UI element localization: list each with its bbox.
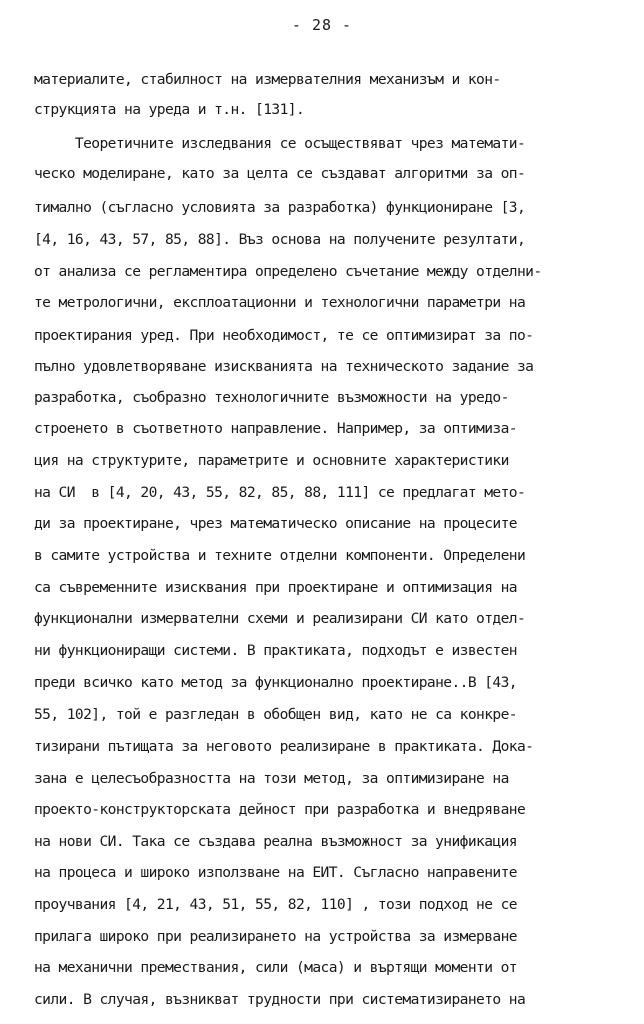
text-line: ни функциониращи системи. В практиката, подходът е известен (34, 642, 517, 659)
text-line: тимално (съгласно условията за разработка) функциониране [3, (34, 199, 526, 216)
text-line: сили. В случая, възникват трудности при систематизирането на (34, 991, 526, 1008)
text-line: проектирания уред. При необходимост, те се оптимизират за пo- (34, 327, 534, 344)
text-line: пълно удовлетворяване изискванията на техническото задание за (34, 358, 534, 375)
text-line: материалите, стабилност на измервателния механизъм и кон- (34, 71, 501, 88)
text-line: прилага широко при реализирането на устройства за измерване (34, 928, 517, 945)
text-line: на СИ в [4, 20, 43, 55, 82, 85, 88, 111] се предлагат мето- (34, 484, 526, 501)
text-line: тизирани пътищата за неговото реализиране в практиката. Дока- (34, 738, 534, 755)
text-line: ция на структурите, параметрите и основните характеристики (34, 452, 509, 469)
text-line: в самите устройства и техните отделни компоненти. Определени (34, 547, 526, 564)
text-line: преди всичко като метод за функционално проектиране..В [43, (34, 674, 517, 691)
text-line: те метрологични, експлоатационни и технологични параметри на (34, 294, 526, 311)
text-line: струкцията на уреда и т.н. [131]. (34, 101, 305, 118)
text-line: са съвременните изисквания при проектиране и оптимизация на (34, 579, 517, 596)
text-line: строенето в съответното направление. Например, за оптимиза- (34, 420, 517, 437)
text-line: 55, 102], той е разгледан в обобщен вид, като не са конкре- (34, 706, 517, 723)
text-line: разработка, съобразно технологичните възможности на уредо- (34, 389, 509, 406)
text-line: ди за проектиране, чрез математическо описание на процесите (34, 515, 517, 532)
text-line: функционални измервателни схеми и реализирани СИ като отдел- (34, 610, 526, 627)
text-line: на процеса и широко използване на ЕИТ. Съгласно направените (34, 864, 517, 881)
text-line: на механични премествания, сили (маса) и въртящи моменти от (34, 959, 517, 976)
text-line: от анализа се регламентира определено съчетание между отделни- (34, 263, 542, 280)
text-line: Теоретичните изследвания се осъществяват чрез математи- (34, 135, 526, 152)
text-line: проекто-конструкторската дейност при разработка и внедряване (34, 801, 526, 818)
text-line: проучвания [4, 21, 43, 51, 55, 82, 110] , този подход не се (34, 896, 517, 913)
text-line: зана е целесъобразността на този метод, за оптимизиране на (34, 770, 509, 787)
text-line: ческо моделиране, като за целта се създават алгоритми за оп- (34, 165, 526, 182)
page-number: - 28 - (291, 16, 353, 34)
text-line: [4, 16, 43, 57, 85, 88]. Въз основа на получените резултати, (34, 231, 526, 248)
text-line: на нови СИ. Така се създава реална възможност за унификация (34, 833, 517, 850)
